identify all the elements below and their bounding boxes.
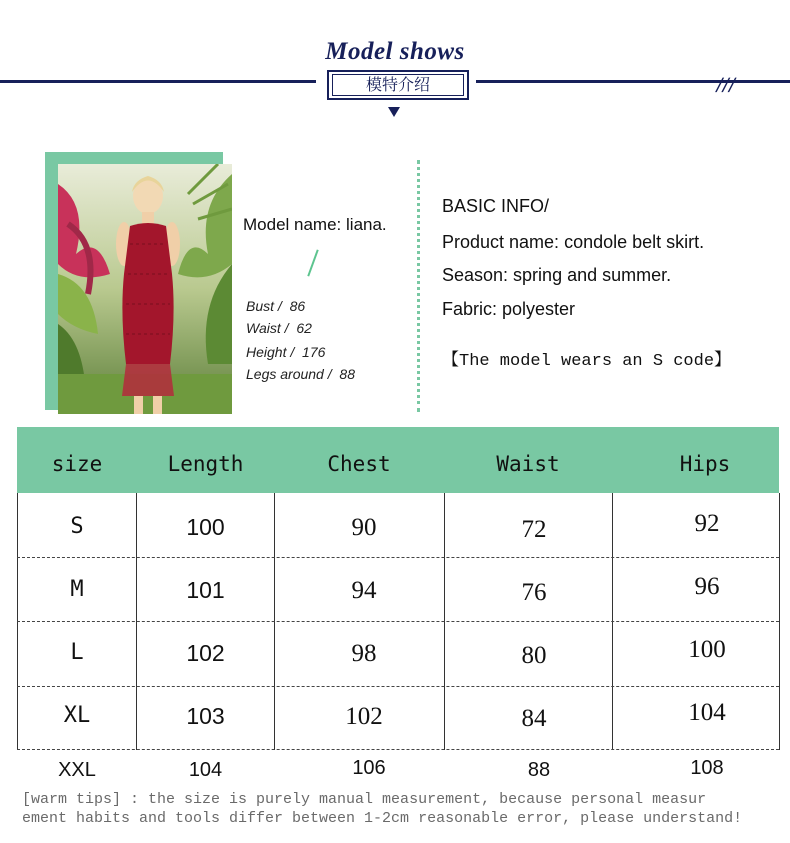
- table-cell: 103: [186, 703, 225, 729]
- measurement-bust: Bust / 86: [246, 298, 306, 314]
- header-slash-decoration: ╱╱╱: [716, 78, 735, 92]
- header-hips: Hips: [679, 452, 731, 476]
- table-cell: 90: [351, 514, 377, 541]
- table-cell: XL: [63, 703, 91, 728]
- measurement-value: 62: [296, 320, 312, 336]
- fabric: Fabric: polyester: [442, 299, 576, 319]
- measurement-label: Legs around: [246, 366, 324, 382]
- header-waist: Waist: [496, 452, 560, 476]
- page-title: Model shows: [325, 38, 465, 65]
- header-length: Length: [167, 452, 244, 476]
- header-chest: Chest: [327, 452, 391, 476]
- measurement-height: Height / 176: [246, 344, 326, 360]
- table-cell: L: [70, 640, 84, 665]
- table-cell: 88: [527, 759, 551, 781]
- table-cell: 80: [521, 642, 547, 669]
- table-cell: 104: [688, 699, 726, 726]
- grid-line: [17, 686, 779, 687]
- measurement-value: 176: [302, 344, 326, 360]
- warm-tips-line2: ement habits and tools differ between 1-2cm reasonable error, please understand!: [22, 810, 743, 827]
- table-cell: 101: [186, 577, 225, 603]
- header-rule-right: [476, 80, 790, 83]
- table-cell: 104: [188, 759, 223, 781]
- warm-tips-line1: [warm tips] : the size is purely manual measurement, because personal measur: [22, 791, 707, 808]
- table-cell: 102: [186, 640, 225, 666]
- table-cell: 100: [688, 636, 726, 663]
- table-cell: 92: [694, 510, 720, 537]
- table-cell: 98: [351, 640, 377, 667]
- table-cell: 100: [186, 514, 225, 540]
- measurement-value: 86: [289, 298, 306, 314]
- grid-line: [17, 557, 779, 558]
- measurement-label: Bust: [246, 298, 275, 314]
- measurement-legs: Legs around / 88: [246, 366, 355, 382]
- product-name: Product name: condole belt skirt.: [442, 232, 705, 252]
- table-cell: 102: [345, 703, 383, 730]
- header-rule-left: [0, 80, 316, 83]
- model-wears-note: 【The model wears an S code】: [442, 352, 732, 371]
- model-name-label: Model name:: [243, 215, 342, 234]
- measurement-waist: Waist / 62: [246, 320, 312, 336]
- basic-info-heading: BASIC INFO/: [442, 196, 550, 216]
- measurement-value: 88: [339, 366, 355, 382]
- down-triangle-icon: [388, 107, 400, 117]
- season: Season: spring and summer.: [442, 265, 672, 285]
- table-cell: S: [70, 514, 84, 539]
- header-size: size: [51, 452, 103, 476]
- measurement-label: Waist: [246, 320, 281, 336]
- model-name-value: liana.: [346, 215, 387, 234]
- table-cell: 108: [690, 757, 724, 779]
- table-cell: M: [70, 577, 84, 602]
- table-cell: 94: [351, 577, 377, 604]
- table-cell: 106: [352, 757, 386, 779]
- measurement-label: Height: [246, 344, 287, 360]
- table-cell: 84: [521, 705, 547, 732]
- warm-tips: [22, 790, 782, 828]
- grid-line: [17, 749, 779, 750]
- table-cell: 72: [521, 516, 547, 543]
- table-cell: XXL: [58, 759, 96, 781]
- dotted-divider: [417, 160, 420, 412]
- table-cell: 76: [521, 579, 547, 606]
- model-photo: [58, 164, 232, 414]
- page-subtitle: 模特介绍: [332, 74, 464, 96]
- green-slash-decoration: [307, 250, 318, 277]
- table-cell: 96: [694, 573, 720, 600]
- model-name: [243, 215, 387, 235]
- grid-line: [17, 621, 779, 622]
